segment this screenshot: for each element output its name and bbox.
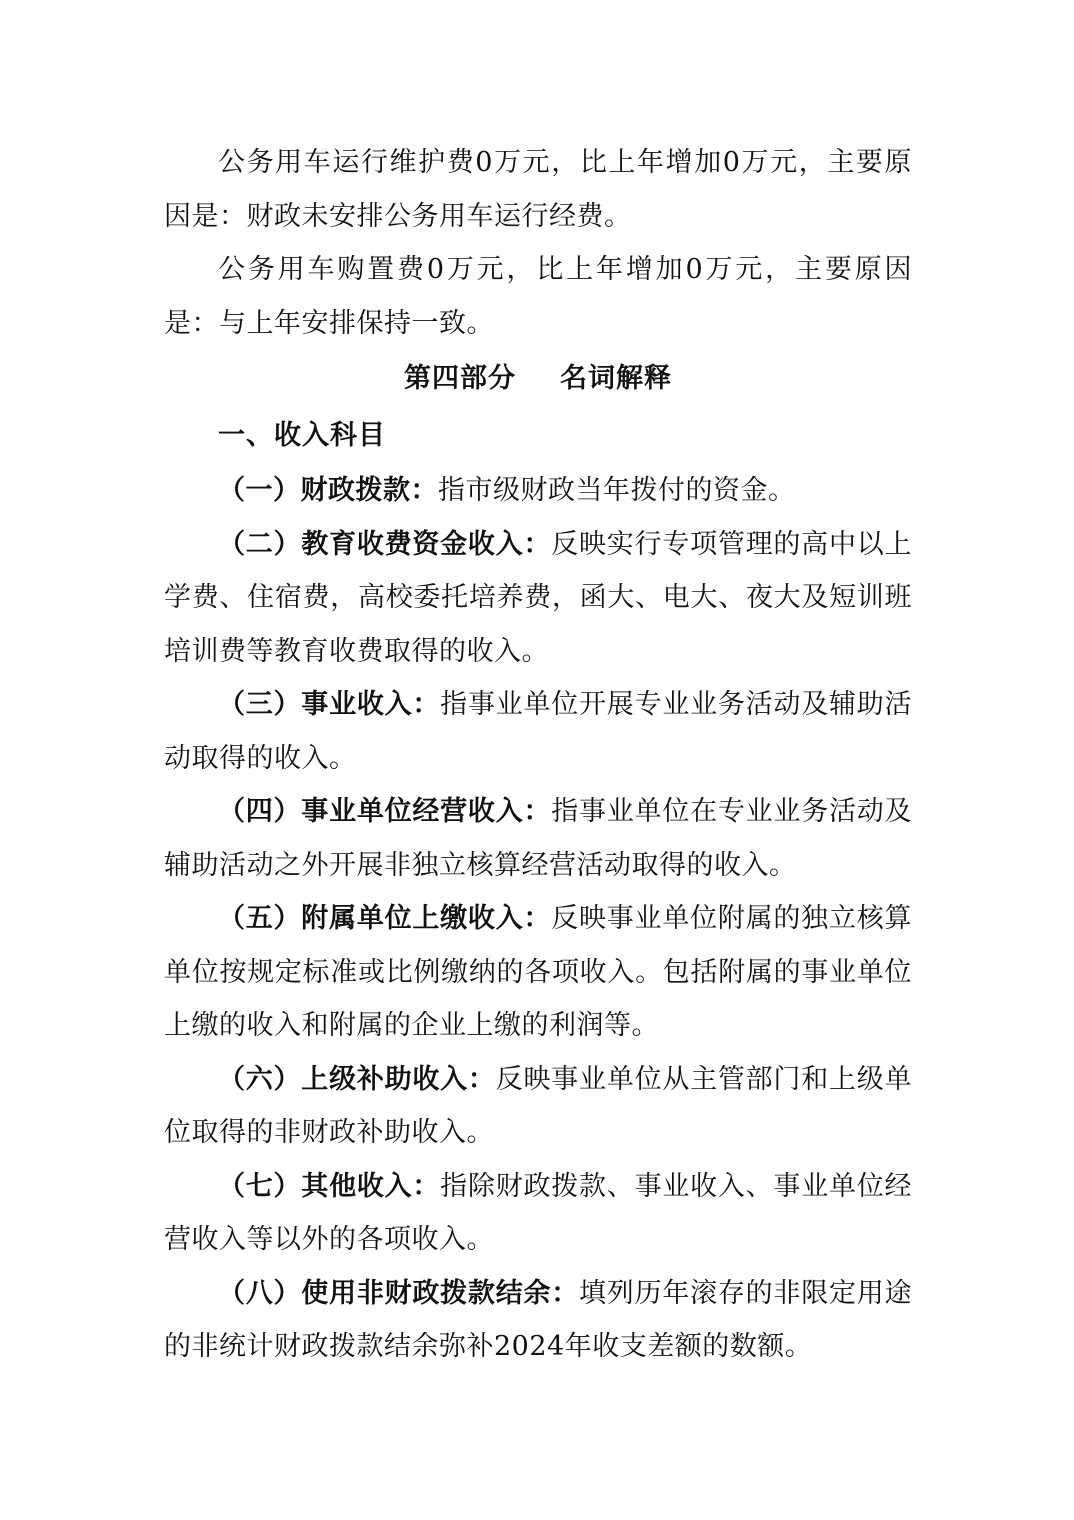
definition-term: （七）其他收入： [218,1170,441,1202]
definition-term: （六）上级补助收入： [218,1063,496,1095]
definition-item [164,678,912,785]
definition-item [164,892,912,1053]
definition-text: 反映事业单位从主管部门和上级单位取得的非财政补助收入。 [164,1063,913,1148]
definition-term: （三）事业收入： [218,689,441,720]
part-heading [164,350,912,407]
definition-text: 反映事业单位附属的独立核算单位按规定标准或比例缴纳的各项收入。包括附属的事业单位上缴的收入和附属的企业上缴的利润等。 [164,903,912,1041]
definition-term: （八）使用非财政拨款结余： [218,1277,580,1309]
paragraph-vehicle-maintenance: 公务用车运行维护费0万元，比上年增加0万元，主要原因是：财政未安排公务用车运行经费。 [164,147,912,232]
definition-term: （二）教育收费资金收入： [218,528,552,560]
definition-text: 指事业单位在专业业务活动及辅助活动之外开展非独立核算经营活动取得的收入。 [164,796,912,881]
definition-text: 指除财政拨款、事业收入、事业单位经营收入等以外的各项收入。 [164,1170,913,1255]
definition-item [164,1053,912,1160]
definition-term: （四）事业单位经营收入： [218,796,552,827]
document-page [164,136,912,1374]
definition-text: 填列历年滚存的非限定用途的非统计财政拨款结余弥补2024年收支差额的数额。 [164,1277,913,1362]
definition-term: （一）财政拨款： [218,475,438,506]
part-label: 第四部分 [404,363,516,394]
definition-item [164,785,912,892]
part-title: 名词解释 [560,363,672,394]
definition-text: 反映实行专项管理的高中以上学费、住宿费，高校委托培养费，函大、电大、夜大及短训班培训费等教育收费取得的收入。 [164,528,912,667]
definition-text: 指事业单位开展专业业务活动及辅助活动取得的收入。 [164,689,913,774]
definition-text: 指市级财政当年拨付的资金。 [438,475,796,506]
paragraph-vehicle-purchase: 公务用车购置费0万元，比上年增加0万元，主要原因是：与上年安排保持一致。 [164,254,912,339]
subsection-title: 一、收入科目 [218,420,386,451]
definition-term: （五）附属单位上缴收入： [218,903,552,934]
definition-item [164,1267,912,1374]
definition-item [164,1160,912,1267]
definition-item [164,518,912,679]
definition-item [164,464,912,518]
